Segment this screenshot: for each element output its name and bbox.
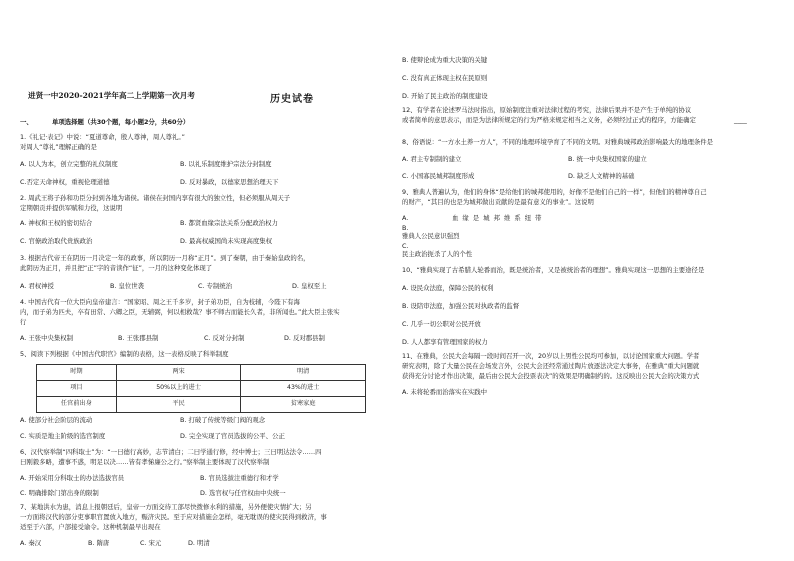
section-number: 一、 <box>20 118 33 126</box>
q1-stem-line2: 对周人“尊礼”理解正确的是 <box>20 143 97 151</box>
q1-stem-line1: 1.《礼记·表记》中说：“夏道尊命，殷人尊神，周人尊礼。” <box>20 133 185 141</box>
q10-option-d: D. 人人都享有管理国家的权力 <box>402 338 488 346</box>
q1-option-a: A. 以人为本，创立完整的礼仪制度 <box>20 160 118 168</box>
q2-option-d: D. 最高权威国尚未实现高度集权 <box>180 237 273 245</box>
q4-option-b: B. 王张郡县制 <box>118 334 159 342</box>
q2-option-a: A. 神权和王权的密切结合 <box>20 219 93 227</box>
q6-option-c: C. 明确排除门第出身的限制 <box>20 489 99 497</box>
q4-option-a: A. 王张中央集权制 <box>20 334 74 342</box>
exam-title: 历史试卷 <box>270 94 314 105</box>
prev-option-d: D. 开始了民主政治的制度建设 <box>402 92 488 100</box>
q5-stem: 5、阅读下列根据《中国古代职官》编制的表格，这一表格反映了科举制度 <box>20 350 229 358</box>
q9-stem-line2: 的财产，“其目的也是为城邦做出贡献的是最有意义的事业”。这说明 <box>402 198 594 206</box>
q8-option-d: D. 缺乏人文精神的基础 <box>568 172 635 180</box>
q8-stem: 8、俗语说：“一方水土养一方人”，不同的地理环境孕育了不同的文明。对雅典城邦政治影响最大的地理条件是 <box>402 138 714 146</box>
q2-stem-line2: 定期朝贡并提供军赋和力役，这说明 <box>20 204 123 212</box>
table-cell: 平民 <box>116 397 241 413</box>
q10-option-c: C. 几乎一切公职对公民开放 <box>402 320 481 328</box>
q1-option-c: C.否定天命神权，重视伦理道德 <box>20 178 110 186</box>
q12-stem-line1: 12、有学者在论述罗马法时指出，原始制度注重对法律过程的考究，法律后果并不是产生于单纯的协议 <box>402 106 692 114</box>
q11-stem-line3: 获得充分讨论才作出决策，最后由公民大会投票表决”的效果是明确制约的。这反映出公民大会的决策方式 <box>402 372 700 380</box>
q2-option-c: C. 官僚政治取代贵族政治 <box>20 237 93 245</box>
q11-stem-line1: 11、在雅典，公民大会每隔一段时间召开一次，20岁以上男性公民均可参加，以讨论国家重大问题。学者 <box>402 352 700 360</box>
table-cell: 50%以上的进士 <box>116 381 241 397</box>
q6-option-d: D. 选官权与任官权由中央统一 <box>200 489 286 497</box>
table-cell: 43%的进士 <box>241 381 366 397</box>
q3-option-b: B. 皇位世袭 <box>110 282 145 290</box>
q11-stem-line2: 研究表明，除了大量公民在会场发言外，公民大会还经常通过陶片放逐法决定大事务，在雅典“重大问题就 <box>402 362 700 370</box>
q7-option-b: B. 隋唐 <box>88 539 110 547</box>
q8-option-b: B. 统一中央集权国家的建立 <box>568 155 647 163</box>
q3-option-a: A. 君权神授 <box>20 282 54 290</box>
q2-option-b: B. 都贤血缘宗法关系分配政治权力 <box>180 219 278 227</box>
q7-stem-line1: 7、某地洪水为患，消息上报朝廷后，皇帝一方面交待工部尽快拨修水利的措施，另外便使灾情扩大；另 <box>20 503 312 511</box>
section-heading: 单项选择题（共30个题，每小题2分，共60分） <box>52 118 190 126</box>
q9-option-b-text: 雅典人公民意识强烈 <box>402 232 460 240</box>
q8-option-c: C. 小国寡民城邦制度形成 <box>402 172 475 180</box>
q5-option-d: D. 完全实现了官员选拔的公平、公正 <box>180 432 285 440</box>
table-header-cell: 明清 <box>241 365 366 381</box>
q4-option-d: D. 反对郡县制 <box>284 334 325 342</box>
q9-option-c-label: C. <box>402 242 409 250</box>
q7-option-a: A. 秦汉 <box>20 539 42 547</box>
prev-option-b: B. 使辩论成为重大决策的关键 <box>402 56 488 64</box>
q1-option-b: B. 以礼乐制度维护宗法分封制度 <box>180 160 272 168</box>
school-title: 进贤一中2020-2021学年高二上学期第一次月考 <box>28 91 195 100</box>
q10-option-a: A. 设民众法庭，保障公民的权利 <box>402 284 494 292</box>
q7-option-d: D. 明清 <box>188 539 210 547</box>
q3-stem-line2: 此阴历为正月，并且把“正”字的音读作“征”，一月的这种变化体现了 <box>20 264 213 272</box>
q9-option-a-text: 血缘是城邦维系纽带 <box>452 214 546 222</box>
q7-stem-line3: 适至于六部，户部接受谕令。这种机制最早出现在 <box>20 523 161 531</box>
q2-stem-line1: 2. 周武王将子孙和功臣分封到各地为诸侯。诸侯在封国内享有很大的独立性，但必须服从周天子 <box>20 194 291 202</box>
prev-option-c: C. 没有真正体现主权在民原则 <box>402 74 488 82</box>
q3-option-c: C. 专制统治 <box>198 282 233 290</box>
q5-option-c: C. 实质是地主阶级的选官制度 <box>20 432 106 440</box>
q5-option-a: A. 使部分社会阶层的流动 <box>20 416 93 424</box>
q7-option-c: C. 宋元 <box>140 539 162 547</box>
q6-option-b: B. 官员选拔注重德行和才学 <box>200 474 279 482</box>
table-cell: 任官前出身 <box>37 397 117 413</box>
q10-option-b: B. 设陪审法庭，加强公民对执政者的监督 <box>402 302 520 310</box>
q4-stem-line2: 内，而子弟为匹夫，卒有田常、六卿之臣，无辅弼，何以相救哉？事不师古而能长久者，非所闻也。”此大臣主张实 <box>20 308 340 316</box>
q9-option-b-label: B. <box>402 224 409 232</box>
q9-option-d-text: 民主政治扼杀了人的个性 <box>402 250 473 258</box>
q6-stem-line1: 6、汉代察举制“四科取士”为：“一曰德行高妙，志节清白；二曰学通行修，经中博士；三曰明达法令……四 <box>20 448 322 456</box>
table-cell: 贫寒家庭 <box>241 397 366 413</box>
q3-option-d: D. 皇权至上 <box>292 282 327 290</box>
q5-table <box>36 364 366 413</box>
q9-stem-line1: 9、雅典人普遍认为，他们的身体“是给他们的城邦使用的，好像不是他们自己的一样”，但他们的精神尊自己 <box>402 188 707 196</box>
q9-option-a-label: A. <box>402 214 409 222</box>
q12-stem-line2: 或者简单的意思表示，而是为法律所规定的行为严格来规定相当之义务，必须经过正式的程序，方能确定 <box>402 116 696 124</box>
table-cell: 项目 <box>37 381 117 397</box>
q3-stem-line1: 3. 根据古代帝王在阴历一月决定一年的政事，所以阴历一月称“正月”。到了秦朝，由于秦始皇政的名， <box>20 254 310 262</box>
q4-option-c: C. 反对分封制 <box>204 334 245 342</box>
q7-stem-line2: 一方面将汉代的部分吏事职官置放入地方，赈济灾民。至于应对措施会怎样，毫无耽误的使灾民得到救济，事 <box>20 513 327 521</box>
q1-option-d: D. 反对暴政，以德家思想治理天下 <box>180 178 279 186</box>
table-header-cell: 时期 <box>37 365 117 381</box>
q12-blank: ____ <box>734 116 747 124</box>
q6-stem-line2: 曰刚毅多略，遭事不惑，明足以决……皆有孝悌廉公之行。”察举制主要体现了汉代察举制 <box>20 458 270 466</box>
table-header-cell: 两宋 <box>116 365 241 381</box>
q4-stem-line1: 4. 中国古代有一位大臣向皇帝建言：“国家昭、周之王千多岁，封子弟功臣，自为枝辅，今陛下有海 <box>20 298 300 306</box>
q6-option-a: A. 开始采用分科取士的办法选拔官员 <box>20 474 125 482</box>
q4-stem-line3: 行 <box>20 318 27 326</box>
q10-stem: 10、“雅典实现了古希腊人轮番而治，既是统治者，又是被统治者的理想”。雅典实现这一思想的主要途径是 <box>402 266 705 274</box>
q8-option-a: A. 君主专制制的建立 <box>402 155 462 163</box>
q11-option-a: A. 未将轮番而治落实在实践中 <box>402 388 488 396</box>
q5-option-b: B. 打破了传统等级门阀的观念 <box>180 416 266 424</box>
